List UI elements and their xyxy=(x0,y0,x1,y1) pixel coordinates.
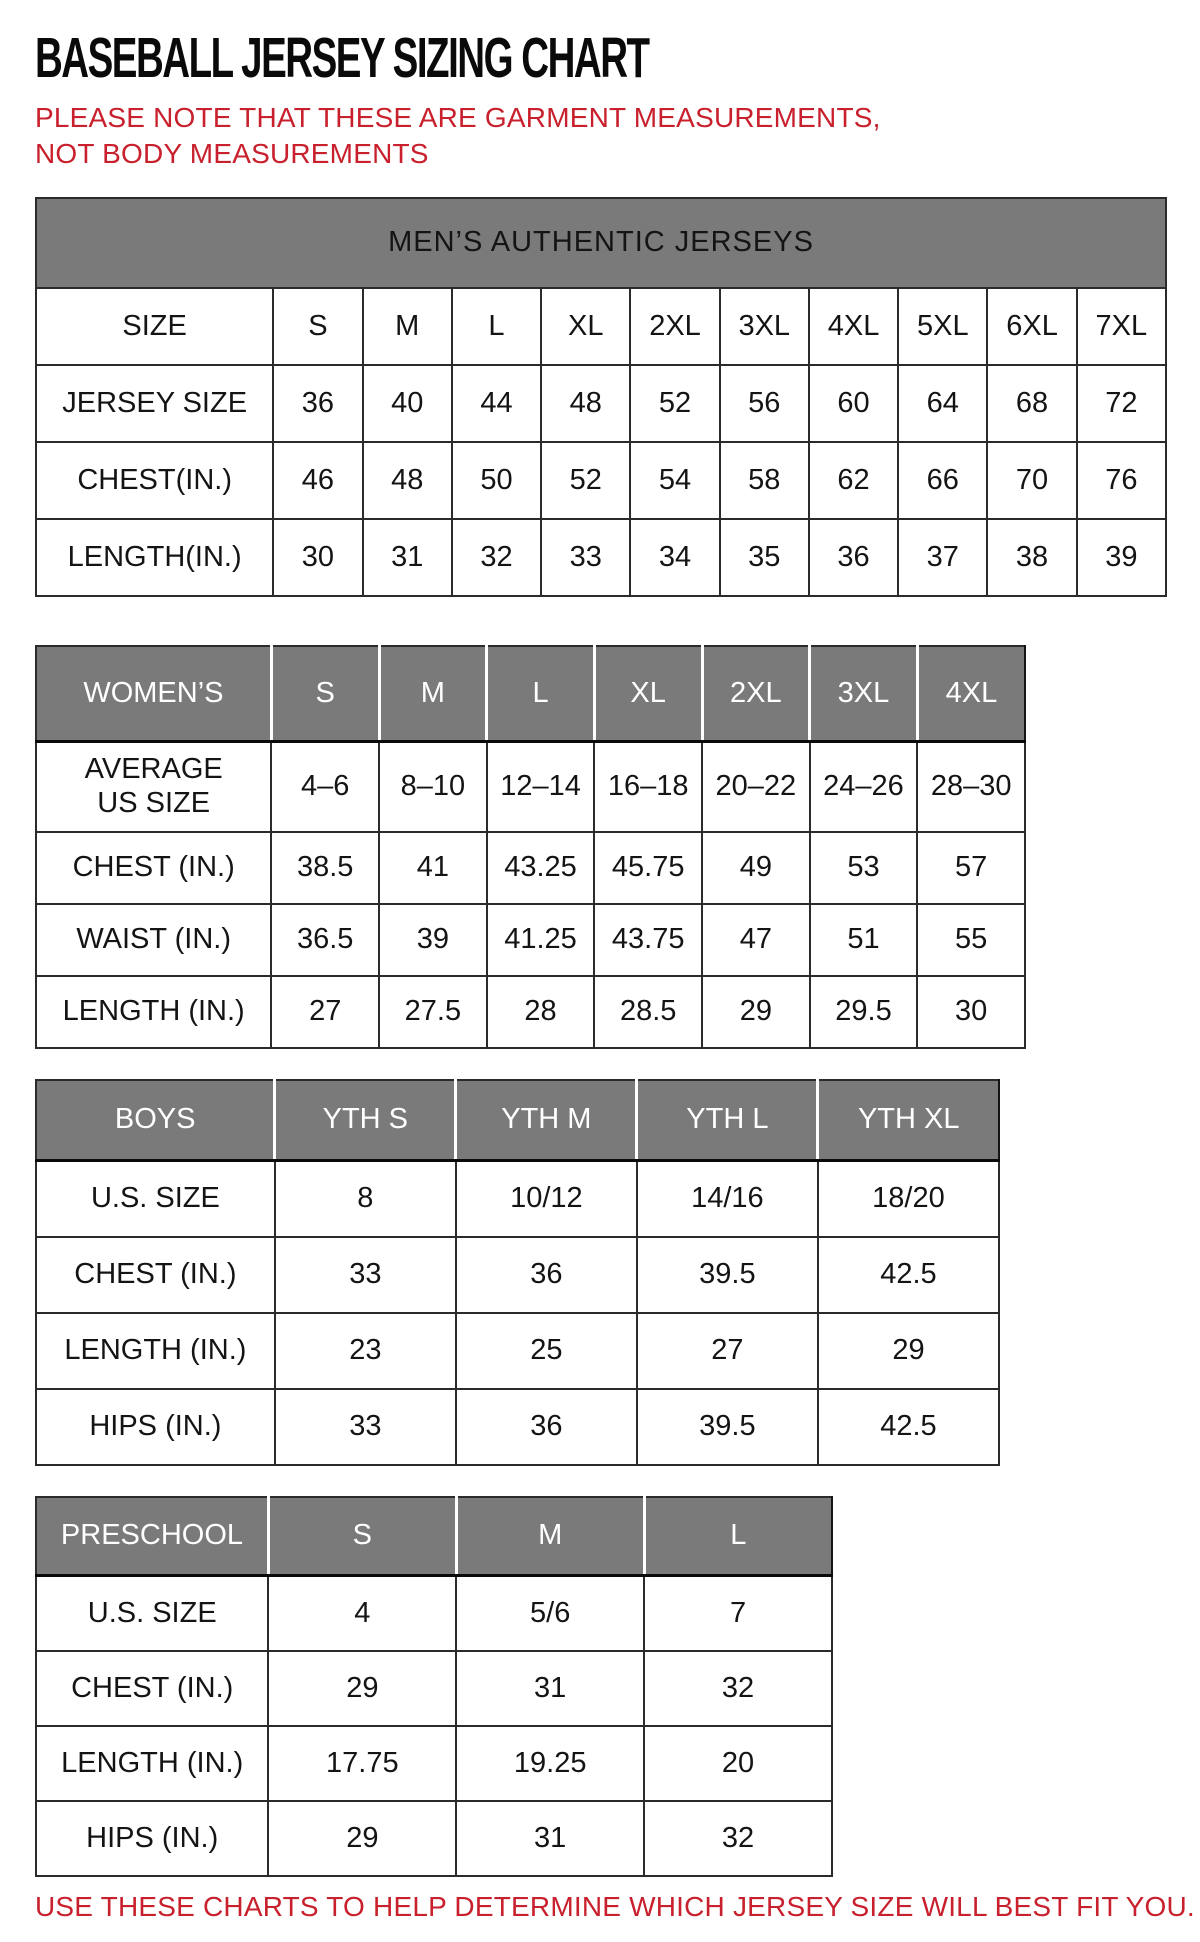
cell: 36 xyxy=(809,519,898,596)
header-size: L xyxy=(644,1497,832,1576)
cell: 3XL xyxy=(720,288,809,365)
cell: 41.25 xyxy=(487,904,595,976)
cell: 12–14 xyxy=(487,741,595,832)
header-size: YTH XL xyxy=(818,1080,999,1161)
cell: 4XL xyxy=(809,288,898,365)
cell: 29.5 xyxy=(810,976,918,1048)
cell: 5XL xyxy=(898,288,987,365)
row-label: LENGTH (IN.) xyxy=(36,1726,268,1801)
cell: 7 xyxy=(644,1575,832,1651)
table-row xyxy=(36,1801,832,1876)
cell: 8 xyxy=(275,1160,456,1237)
cell: 5/6 xyxy=(456,1575,644,1651)
mens-banner-row xyxy=(36,198,1166,288)
cell: 56 xyxy=(720,365,809,442)
cell: 48 xyxy=(541,365,630,442)
header-size: S xyxy=(271,646,379,742)
cell: S xyxy=(273,288,362,365)
cell: 29 xyxy=(268,1801,456,1876)
row-label: CHEST (IN.) xyxy=(36,1651,268,1726)
cell: 7XL xyxy=(1077,288,1166,365)
row-label: AVERAGE US SIZE xyxy=(36,741,271,832)
cell: 19.25 xyxy=(456,1726,644,1801)
preschool-header-row xyxy=(36,1497,832,1576)
cell: L xyxy=(452,288,541,365)
cell: 16–18 xyxy=(594,741,702,832)
cell: 72 xyxy=(1077,365,1166,442)
cell: 42.5 xyxy=(818,1389,999,1465)
cell: 32 xyxy=(644,1801,832,1876)
table-row xyxy=(36,832,1025,904)
cell: 35 xyxy=(720,519,809,596)
table-row xyxy=(36,519,1166,596)
cell: 64 xyxy=(898,365,987,442)
boys-header-row xyxy=(36,1080,999,1161)
cell: XL xyxy=(541,288,630,365)
header-label: PRESCHOOL xyxy=(36,1497,268,1576)
row-label: LENGTH(IN.) xyxy=(36,519,273,596)
header-size: 3XL xyxy=(810,646,918,742)
table-row xyxy=(36,1575,832,1651)
row-label: JERSEY SIZE xyxy=(36,365,273,442)
cell: 55 xyxy=(917,904,1025,976)
cell: 32 xyxy=(452,519,541,596)
cell: 32 xyxy=(644,1651,832,1726)
cell: 45.75 xyxy=(594,832,702,904)
header-size: 4XL xyxy=(917,646,1025,742)
cell: 29 xyxy=(268,1651,456,1726)
header-size: M xyxy=(456,1497,644,1576)
table-row xyxy=(36,1237,999,1313)
mens-table xyxy=(35,197,1167,597)
cell: 48 xyxy=(363,442,452,519)
cell: 18/20 xyxy=(818,1160,999,1237)
cell: 23 xyxy=(275,1313,456,1389)
table-row xyxy=(36,741,1025,832)
womens-table xyxy=(35,645,1026,1049)
row-label: HIPS (IN.) xyxy=(36,1801,268,1876)
cell: 46 xyxy=(273,442,362,519)
cell: 27 xyxy=(271,976,379,1048)
cell: 27 xyxy=(637,1313,818,1389)
cell: M xyxy=(363,288,452,365)
cell: 29 xyxy=(818,1313,999,1389)
cell: 4 xyxy=(268,1575,456,1651)
cell: 29 xyxy=(702,976,810,1048)
header-size: M xyxy=(379,646,487,742)
cell: 4–6 xyxy=(271,741,379,832)
mens-banner: MEN’S AUTHENTIC JERSEYS xyxy=(36,198,1166,288)
header-size: L xyxy=(487,646,595,742)
header-size: YTH S xyxy=(275,1080,456,1161)
row-label: U.S. SIZE xyxy=(36,1160,275,1237)
cell: 27.5 xyxy=(379,976,487,1048)
cell: 76 xyxy=(1077,442,1166,519)
cell: 39 xyxy=(1077,519,1166,596)
cell: 20 xyxy=(644,1726,832,1801)
cell: 57 xyxy=(917,832,1025,904)
cell: 60 xyxy=(809,365,898,442)
cell: 36.5 xyxy=(271,904,379,976)
cell: 31 xyxy=(363,519,452,596)
boys-table xyxy=(35,1079,1000,1466)
cell: 44 xyxy=(452,365,541,442)
table-row xyxy=(36,1313,999,1389)
row-label: CHEST (IN.) xyxy=(36,832,271,904)
cell: 10/12 xyxy=(456,1160,637,1237)
table-row xyxy=(36,1726,832,1801)
cell: 50 xyxy=(452,442,541,519)
cell: 39.5 xyxy=(637,1389,818,1465)
cell: 62 xyxy=(809,442,898,519)
row-label: CHEST (IN.) xyxy=(36,1237,275,1313)
cell: 42.5 xyxy=(818,1237,999,1313)
cell: 28 xyxy=(487,976,595,1048)
cell: 39 xyxy=(379,904,487,976)
cell: 37 xyxy=(898,519,987,596)
header-size: S xyxy=(268,1497,456,1576)
table-row xyxy=(36,1160,999,1237)
cell: 31 xyxy=(456,1801,644,1876)
cell: 20–22 xyxy=(702,741,810,832)
cell: 33 xyxy=(275,1237,456,1313)
cell: 34 xyxy=(630,519,719,596)
cell: 30 xyxy=(917,976,1025,1048)
header-size: YTH L xyxy=(637,1080,818,1161)
garment-measurements-note: PLEASE NOTE THAT THESE ARE GARMENT MEASUREMENTS, NOT BODY MEASUREMENTS xyxy=(35,102,881,170)
header-size: 2XL xyxy=(702,646,810,742)
cell: 66 xyxy=(898,442,987,519)
header-size: YTH M xyxy=(456,1080,637,1161)
cell: 33 xyxy=(541,519,630,596)
cell: 53 xyxy=(810,832,918,904)
cell: 47 xyxy=(702,904,810,976)
cell: 38 xyxy=(987,519,1076,596)
cell: 28–30 xyxy=(917,741,1025,832)
row-label: SIZE xyxy=(36,288,273,365)
cell: 54 xyxy=(630,442,719,519)
cell: 41 xyxy=(379,832,487,904)
table-row xyxy=(36,904,1025,976)
cell: 70 xyxy=(987,442,1076,519)
cell: 31 xyxy=(456,1651,644,1726)
cell: 43.25 xyxy=(487,832,595,904)
cell: 58 xyxy=(720,442,809,519)
cell: 24–26 xyxy=(810,741,918,832)
cell: 28.5 xyxy=(594,976,702,1048)
cell: 49 xyxy=(702,832,810,904)
cell: 36 xyxy=(273,365,362,442)
header-label: WOMEN’S xyxy=(36,646,271,742)
cell: 6XL xyxy=(987,288,1076,365)
page-title: BASEBALL JERSEY SIZING CHART xyxy=(35,27,649,90)
cell: 2XL xyxy=(630,288,719,365)
cell: 30 xyxy=(273,519,362,596)
cell: 52 xyxy=(541,442,630,519)
cell: 25 xyxy=(456,1313,637,1389)
cell: 52 xyxy=(630,365,719,442)
cell: 14/16 xyxy=(637,1160,818,1237)
table-row xyxy=(36,442,1166,519)
womens-header-row xyxy=(36,646,1025,742)
table-row xyxy=(36,288,1166,365)
cell: 43.75 xyxy=(594,904,702,976)
header-label: BOYS xyxy=(36,1080,275,1161)
row-label: LENGTH (IN.) xyxy=(36,976,271,1048)
cell: 40 xyxy=(363,365,452,442)
table-row xyxy=(36,365,1166,442)
row-label: LENGTH (IN.) xyxy=(36,1313,275,1389)
row-label: HIPS (IN.) xyxy=(36,1389,275,1465)
table-row xyxy=(36,1389,999,1465)
cell: 36 xyxy=(456,1237,637,1313)
preschool-table xyxy=(35,1496,833,1877)
cell: 51 xyxy=(810,904,918,976)
table-row xyxy=(36,976,1025,1048)
footer-note: USE THESE CHARTS TO HELP DETERMINE WHICH JERSEY SIZE WILL BEST FIT YOU. xyxy=(35,1890,1195,1922)
cell: 33 xyxy=(275,1389,456,1465)
cell: 36 xyxy=(456,1389,637,1465)
row-label: WAIST (IN.) xyxy=(36,904,271,976)
cell: 39.5 xyxy=(637,1237,818,1313)
table-row xyxy=(36,1651,832,1726)
cell: 38.5 xyxy=(271,832,379,904)
cell: 17.75 xyxy=(268,1726,456,1801)
cell: 8–10 xyxy=(379,741,487,832)
row-label: CHEST(IN.) xyxy=(36,442,273,519)
cell: 68 xyxy=(987,365,1076,442)
header-size: XL xyxy=(594,646,702,742)
row-label: U.S. SIZE xyxy=(36,1575,268,1651)
